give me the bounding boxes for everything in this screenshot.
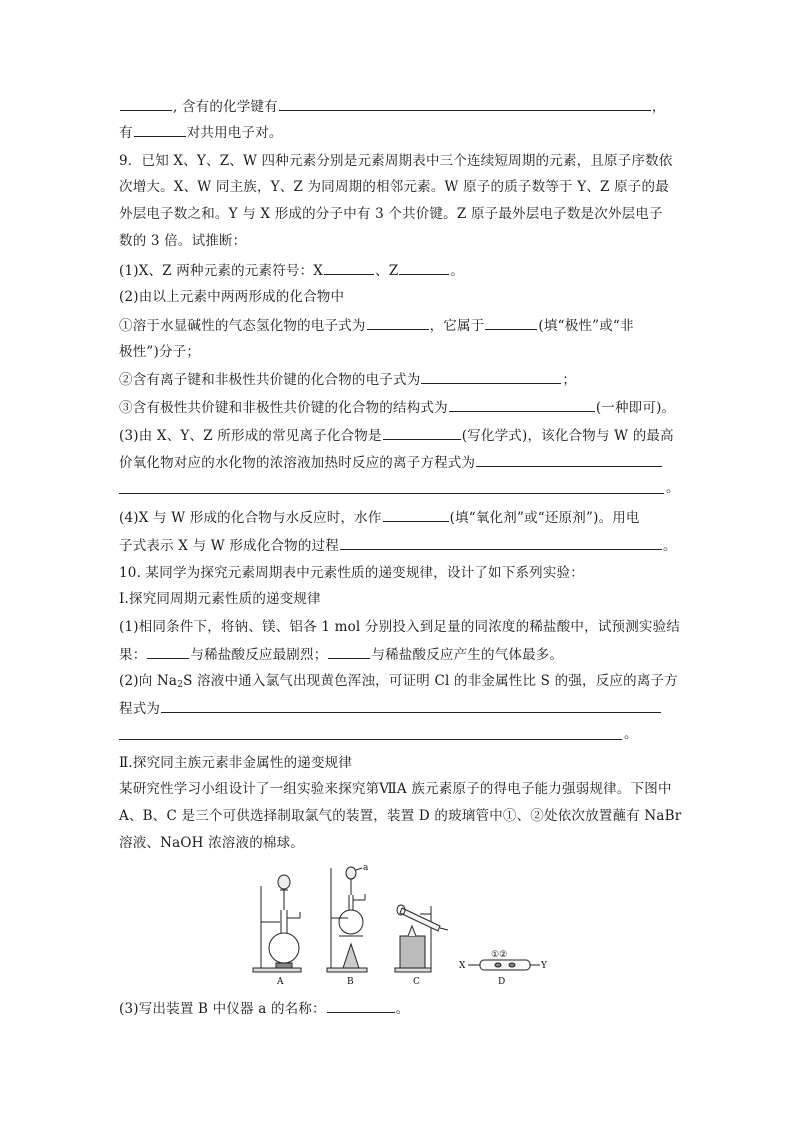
text: 对共用电子对。 (186, 125, 283, 141)
q9-part-3-cont (119, 452, 663, 473)
q10-part-2-cont (119, 698, 662, 719)
label-d: D (498, 977, 506, 987)
q9-stem-2: 次增大。X、W 同主族，Y、Z 为同周期的相邻元素。W 原子的质子数等于 Y、Z 原子的最 (119, 179, 669, 195)
apparatus-b (327, 867, 367, 972)
text: S 溶液中通入氯气出现黄色浑浊，可证明 Cl 的非金属性比 S 的强，反应的离子方 (183, 673, 678, 689)
q9-stem-4: 数的 3 倍。试推断： (119, 233, 247, 249)
text: ①溶于水显碱性的气态氢化物的电子式为 (119, 318, 366, 334)
q9-part-2: (2)由以上元素中两两形成的化合物中 (119, 289, 345, 305)
q10-part-3 (119, 998, 409, 1019)
text: (3)由 X、Y、Z 所形成的常见离子化合物是 (119, 428, 382, 444)
text: (一种即可)。 (595, 400, 676, 416)
apparatus-c (395, 905, 448, 972)
apparatus-d (468, 960, 540, 970)
q8-line-2 (119, 122, 283, 143)
text: 。 (662, 538, 677, 554)
blank (421, 369, 561, 384)
blank (383, 425, 461, 440)
q9-stem-1: 9．已知 X、Y、Z、W 四种元素分别是元素周期表中三个连续短周期的元素，且原子序数依 (119, 153, 673, 169)
blank (340, 535, 662, 550)
apparatus-a (253, 875, 301, 972)
blank (134, 122, 186, 137)
q8-line-1 (119, 96, 666, 117)
label-positions: ①② (491, 950, 508, 960)
label-x: X (459, 961, 466, 971)
label-c: C (413, 977, 420, 987)
q9-part-3-end: 。 (666, 480, 680, 496)
q10-part-2-end: 。 (624, 726, 638, 742)
q10-section-2-text-2: A、B、C 是三个可供选择制取氯气的装置，装置 D 的玻璃管中①、②处依次放置蘸有 NaBr (119, 808, 682, 824)
text: 果： (119, 647, 147, 663)
text: 。 (395, 1001, 410, 1017)
blank (279, 96, 651, 111)
text: 与稀盐酸反应产生的气体最多。 (371, 647, 564, 663)
blank (383, 507, 449, 522)
label-b: B (347, 977, 354, 987)
blank (147, 644, 189, 659)
text: ， (651, 99, 666, 115)
text: 与稀盐酸反应最剧烈； (190, 647, 328, 663)
blank (485, 315, 537, 330)
text: ，它属于 (429, 318, 485, 334)
q9-part-2c (119, 397, 675, 418)
blank (367, 315, 429, 330)
text: 、Z (375, 263, 399, 279)
text: ③含有极性共价键和非极性共价键的化合物的结构式为 (119, 400, 448, 416)
apparatus-figure (250, 860, 550, 990)
subscript: 2 (177, 680, 184, 690)
text: , 含有的化学键有 (173, 99, 278, 115)
q9-part-2a (119, 315, 634, 336)
text: ； (562, 372, 577, 388)
q10-part-1-cont (119, 644, 563, 665)
blank (328, 644, 370, 659)
q10-stem: 10. 某同学为探究元素周期表中元素性质的递变规律，设计了如下系列实验： (119, 565, 584, 581)
apparatus-drawing (250, 860, 550, 990)
blank (161, 698, 661, 713)
text: (2)向 Na (119, 673, 178, 689)
blank (399, 260, 449, 275)
q10-section-2-text-1: 某研究性学习小组设计了一组实验来探究第ⅦA 族元素原子的得电子能力强弱规律。下图中 (119, 781, 672, 797)
blank (449, 397, 595, 412)
q9-part-2a-cont: 极性”)分子； (119, 344, 201, 360)
label-y: Y (541, 961, 547, 971)
blank (476, 452, 662, 467)
q10-part-2 (119, 671, 678, 695)
text: (填“氧化剂”或“还原剂”)。用电 (449, 510, 640, 526)
text: 有 (119, 125, 133, 141)
text: 。 (450, 263, 465, 279)
text: (填“极性”或“非 (538, 318, 634, 334)
text: (1)X、Z 两种元素的元素符号：X (119, 263, 324, 279)
label-a: A (277, 977, 284, 987)
q9-part-2b (119, 369, 576, 390)
answer-line (119, 493, 664, 494)
q10-section-2: Ⅱ.探究同主族元素非金属性的递变规律 (119, 755, 353, 771)
text: 子式表示 X 与 W 形成化合物的过程 (119, 538, 339, 554)
blank (120, 96, 172, 111)
text: 程式为 (119, 701, 161, 717)
q10-part-1: (1)相同条件下，将钠、镁、铝各 1 mol 分别投入到足量的同浓度的稀盐酸中，试预测实验结 (119, 619, 681, 635)
text: (写化学式)，该化合物与 W 的最高 (461, 428, 674, 444)
q9-part-1 (119, 260, 464, 281)
q10-section-2-text-3: 溶液、NaOH 浓溶液的棉球。 (119, 835, 304, 851)
q9-part-4 (119, 507, 640, 528)
label-instrument-a: a (363, 863, 369, 873)
q10-section-1: Ⅰ.探究同周期元素性质的递变规律 (119, 591, 321, 607)
text: 价氧化物对应的水化物的浓溶液加热时反应的离子方程式为 (119, 455, 476, 471)
blank (324, 260, 374, 275)
q9-part-3 (119, 425, 674, 446)
text: ②含有离子键和非极性共价键的化合物的电子式为 (119, 372, 421, 388)
text: (3)写出装置 B 中仪器 a 的名称： (119, 1001, 326, 1017)
blank (327, 998, 395, 1013)
q9-part-4-cont (119, 535, 677, 556)
text: (4)X 与 W 形成的化合物与水反应时，水作 (119, 510, 382, 526)
answer-line (119, 739, 622, 740)
q9-stem-3: 外层电子数之和。Y 与 X 形成的分子中有 3 个共价键。Z 原子最外层电子数是次外层电子 (119, 206, 663, 222)
